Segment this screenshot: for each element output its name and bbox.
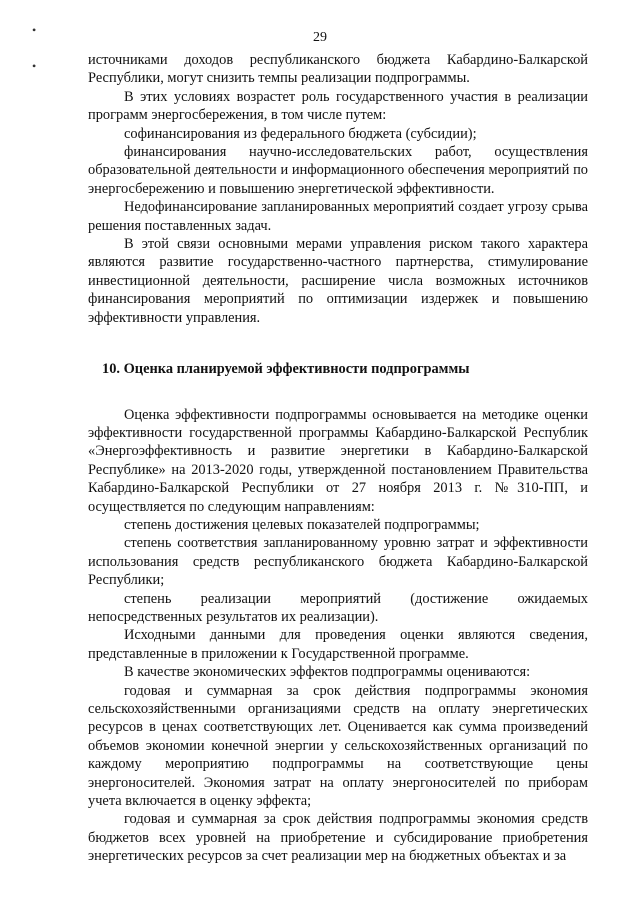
document-body (88, 51, 588, 866)
paragraph: В качестве экономических эффектов подпрограммы оцениваются: (124, 664, 531, 681)
paragraph: Недофинансирование запланированных мероприятий создает угрозу срыва решения поставленных задач. (88, 199, 588, 234)
list-item: годовая и суммарная за срок действия подпрограммы экономия средств бюджетов всех уровней на приобретение и субсидирование приобретения энергетических ресурсов за счет реализации мер на бюджетных объектах и за (88, 811, 588, 865)
paragraph: источниками доходов республиканского бюджета Кабардино-Балкарской Республики, могут снизить темпы реализации подпрограммы. (88, 52, 588, 87)
margin-mark: • (32, 23, 37, 37)
list-item: степень соответствия запланированному уровню затрат и эффективности использования средств республиканского бюджета Кабардино-Балкарской Республики; (88, 535, 588, 589)
list-item: софинансирования из федерального бюджета (субсидии); (124, 125, 477, 142)
list-item: финансирования научно-исследовательских работ, осуществления образовательной деятельности и информационного обеспечения мероприятий по энергосбережению и повышению энергетической эффективности. (88, 144, 588, 197)
paragraph: В этой связи основными мерами управления риском такого характера являются развитие государственно-частного партнерства, стимулирование инвестиционной деятельности, расширение числа возможных источников финансирования мероприятий по оптимизации издержек и повышению эффективности управления. (88, 236, 588, 326)
list-item: степень реализации мероприятий (достижение ожидаемых непосредственных результатов их реализации). (88, 590, 588, 625)
paragraph: Исходными данными для проведения оценки являются сведения, представленные в приложении к Государственной программе. (88, 627, 588, 662)
page-number: 29 (313, 30, 327, 45)
paragraph: В этих условиях возрастет роль государственного участия в реализации программ энергосбережения, в том числе путем: (88, 88, 588, 124)
section-heading: 10. Оценка планируемой эффективности подпрограммы (102, 361, 470, 378)
list-item: годовая и суммарная за срок действия подпрограммы экономия сельскохозяйственными организациями средств на оплату энергетических ресурсов в ценах соответствующих лет. Оценивается как сумма произведений объемов экономии конечной энергии у сельскохозяйственных организаций по каждому мероприятию подпрограммы на соответствующие цены энергоносителей. Экономия затрат на оплату энергоносителей по приборам учета включается в оценку эффекта; (88, 682, 588, 810)
list-item: степень достижения целевых показателей подпрограммы; (124, 516, 480, 533)
margin-mark: • (32, 59, 37, 73)
paragraph: Оценка эффективности подпрограммы основывается на методике оценки эффективности государственной программы Кабардино-Балкарской Республик «Энергоэффективность и развитие энергетики в Кабардино-Балкарской Республике» на 2013-2020 годы, утвержденной постановлением Правительства Кабардино-Балкарской Республики от 27 ноября 2013 г. №310-ПП, и осуществляется по следующим направлениям: (88, 406, 588, 515)
